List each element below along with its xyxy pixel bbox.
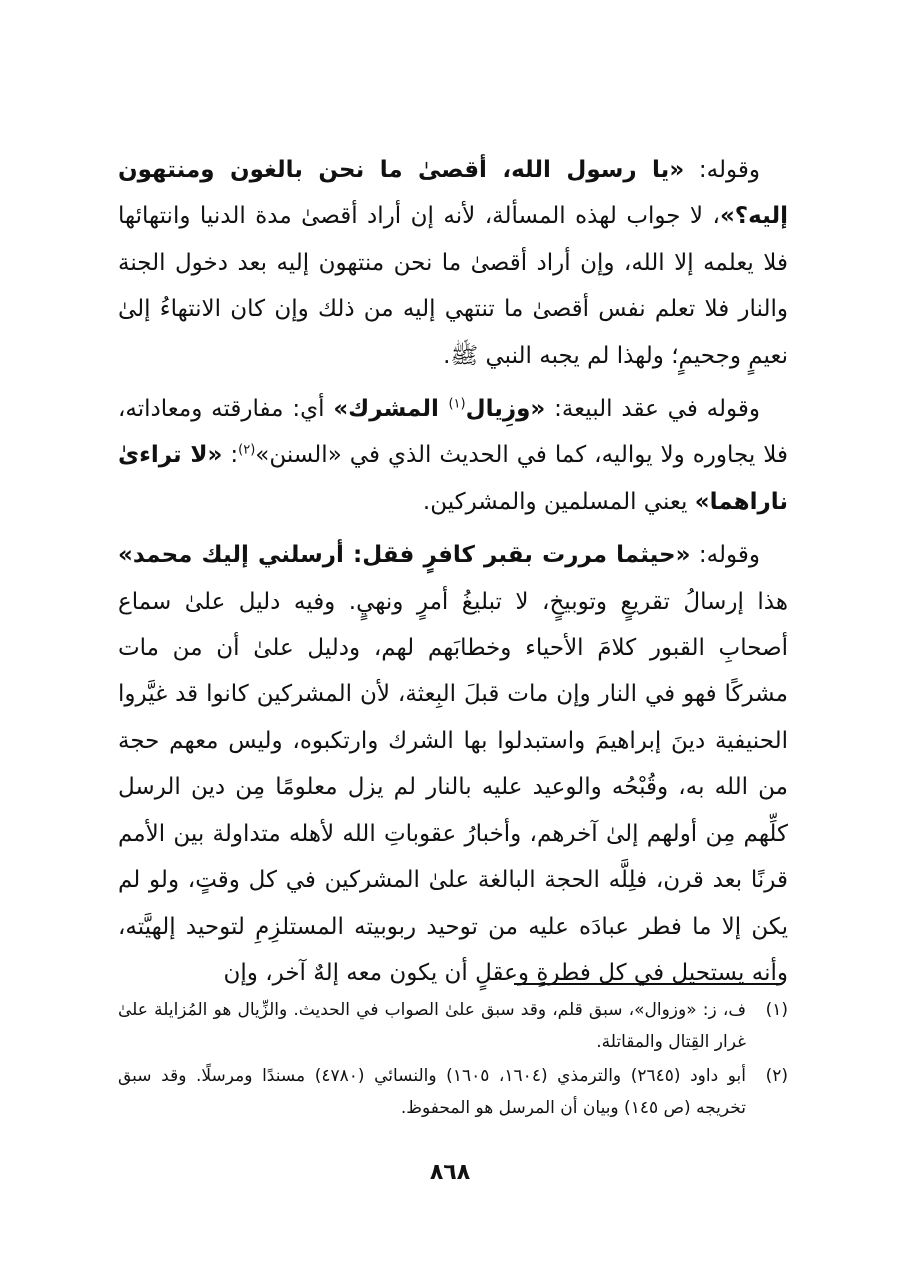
footnote-ref-2[interactable]: (٢) xyxy=(238,442,256,458)
footnote-1 xyxy=(118,994,788,1058)
paragraph-3-quote: «حيثما مررت بقبر كافرٍ فقل: أرسلني إليك محمد» xyxy=(118,542,691,569)
footnote-divider xyxy=(514,983,782,985)
footnote-1-text: ف، ز: «وزوال»، سبق قلم، وقد سبق علىٰ الصواب في الحديث. والزِّيال هو المُزايلة علىٰ غرار القِتال والمقاتلة. xyxy=(118,1000,746,1052)
paragraph-3-rest: هذا إرسالُ تقريعٍ وتوبيخٍ، لا تبليغُ أمرٍ ونهيٍ. وفيه دليل علىٰ سماع أصحابِ القبور كلامَ الأحياء وخطابَهم لهم، ودليل علىٰ أن من مات مشركًا فهو في النار وإن مات قبلَ البِعثة، لأن المشركين كانوا قد غيَّروا الحنيفية دينَ إبراهيمَ واستبدلوا بها الشرك وارتكبوه، وليس معهم حجة من الله به، وقُبْحُه والوعيد عليه بالنار لم يزل معلومًا مِن دين الرسل كلِّهم مِن أولهم إلىٰ آخرهم، وأخبارُ عقوباتِ الله لأهله متداولة بين الأمم قرنًا بعد قرن، فلِلَّه الحجة البالغة علىٰ المشركين في كل وقتٍ، ولو لم يكن إلا ما فطر عبادَه عليه من توحيد ربوبيته المستلزِمِ لتوحيد إلهيَّته، وأنه يستحيل في كل فطرةٍ وعقلٍ أن يكون معه إلهٌ آخر، وإن xyxy=(118,588,788,986)
paragraph-2-quote-2: «لا تراءىٰ ناراهما» xyxy=(118,442,788,515)
footnote-2 xyxy=(118,1060,788,1124)
page-number: ٨٦٨ xyxy=(429,1160,471,1185)
paragraph-2-rest: يعني المسلمين والمشركين. xyxy=(422,488,695,515)
paragraph-1-rest: ، لا جواب لهذه المسألة، لأنه إن أراد أقصىٰ مدة الدنيا وانتهائها فلا يعلمه إلا الله، وإن أراد أقصىٰ ما نحن منتهون إليه بعد دخول الجنة والنار فلا تعلم نفس أقصىٰ ما تنتهي إليه من ذلك وإن كان الانتهاءُ إلىٰ نعيمٍ وجحيمٍ؛ ولهذا لم يجبه النبي ﷺ. xyxy=(118,203,788,369)
paragraph-2-lead: وقوله في عقد البيعة: xyxy=(545,396,760,423)
paragraph-3 xyxy=(118,532,788,996)
paragraph-2-mid: أي: مفارقته ومعاداته، فلا يجاوره ولا يواليه، كما في الحديث الذي في «السنن» xyxy=(118,396,788,469)
footnotes xyxy=(118,994,788,1126)
footnote-2-text: أبو داود (٢٦٤٥) والترمذي (١٦٠٤، ١٦٠٥) والنسائي (٤٧٨٠) مسندًا ومرسلًا. وقد سبق تخريجه (ص ١٤٥) وبيان أن المرسل هو المحفوظ. xyxy=(118,1066,747,1118)
main-text xyxy=(118,147,788,1003)
footnote-1-number: (١) xyxy=(765,1000,788,1020)
paragraph-2-colon: : xyxy=(222,442,239,469)
paragraph-1-quote: «يا رسول الله، أقصىٰ ما نحن بالغون ومنتهون إليه؟» xyxy=(118,157,788,230)
footnote-2-number: (٢) xyxy=(765,1066,788,1086)
footnote-ref-1[interactable]: (١) xyxy=(448,396,466,412)
paragraph-2-quote: «وزِيال xyxy=(465,396,546,423)
paragraph-2 xyxy=(118,386,788,525)
paragraph-3-lead: وقوله: xyxy=(690,542,760,569)
paragraph-1 xyxy=(118,147,788,379)
paragraph-2-quote-end: المشرك» xyxy=(333,396,449,423)
paragraph-1-lead: وقوله: xyxy=(684,157,760,183)
